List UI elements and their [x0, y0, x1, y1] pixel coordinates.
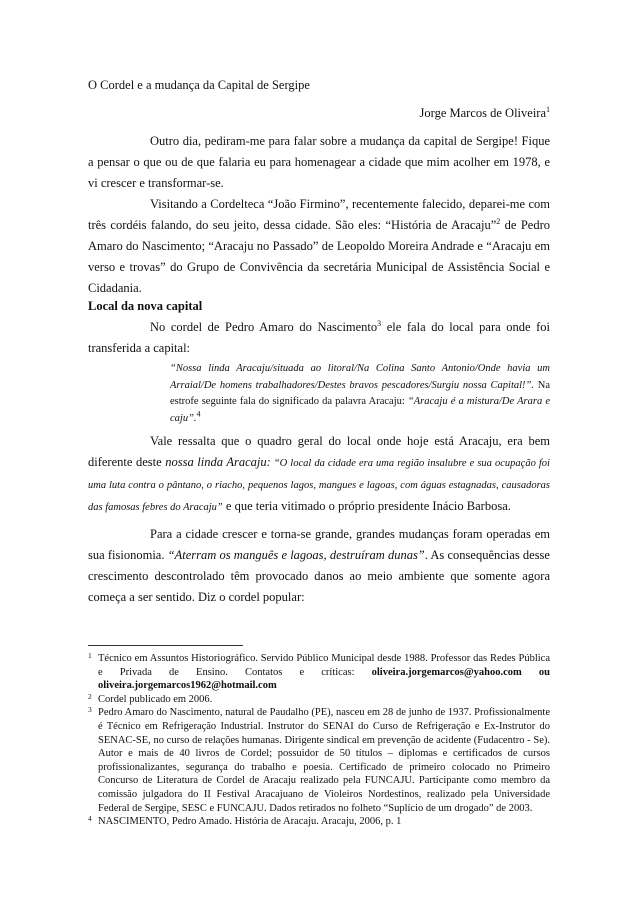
footnote-3: 3 Pedro Amaro do Nascimento, natural de Paudalho (PE), nasceu em 28 de junho de 1937. Profissionalmente é Técnico em Refrigeração Industrial. Instrutor do SENAI do Curso de Refrigeração e Ex-Instrutor do SENAC-SE, no curso de relações humanas. Dirigente sindical em prevenção de acidente (Fudacentro - Se). Autor e mais de 40 livros de Cordel; possuidor de 50 títulos – diplomas e certificados de cursos profissionalizantes, segurança do trabalho e poesia. Certificado de primeiro colocado no Primeiro Concurso de Literatura de Cordel de Aracaju realizado pela FUNCAJU. Participante como membro da comissão julgadora do II Festival Aracajuano de Violeiros Nordestinos, realizado pela Universidade Federal de Sergipe, SESC e FUNCAJU. Dados retirados no folheto “Suplício de um drogado” de 2003.	[88, 705, 550, 814]
footnote-divider	[88, 645, 243, 646]
paragraph-5: Para a cidade crescer e torna-se grande, grandes mudanças foram operadas em sua fisionomia. “Aterram os manguês e lagoas, destruíram dunas”. As consequências desse crescimento descontrolado têm provocado danos ao meio ambiente que somente agora começa a ser sentido. Diz o cordel popular:	[88, 527, 550, 604]
section-heading: Local da nova capital	[88, 299, 203, 313]
paragraph-1: Outro dia, pediram-me para falar sobre a mudança da capital de Sergipe! Fique a pensar o que ou de que falaria eu para homenagear a cidade que mim acolher em 1978, e vi crescer e transformar-se.	[88, 134, 550, 190]
footnotes	[88, 652, 550, 829]
author-line	[420, 106, 550, 121]
footnote-ref-4[interactable]: 4	[196, 409, 201, 418]
paragraph-2: Visitando a Cordelteca “João Firmino”, recentemente falecido, deparei-me com três cordéis falando, do seu jeito, dessa cidade. São eles: “História de Aracaju”$^2$ de Pedro Amaro do Nascimento; “Aracaju no Passado” de Leopoldo Moreira Andrade e “Aracaju em verso e trovas” do Grupo de Convivência da secretária Municipal de Assistência Social e Cidadania.	[88, 197, 550, 295]
footnote-ref-3[interactable]: 3	[377, 318, 382, 328]
footnote-4: 4 NASCIMENTO, Pedro Amado. História de Aracaju. Aracaju, 2006, p. 1	[88, 814, 402, 828]
footnote-ref-2[interactable]: 2	[496, 216, 501, 226]
block-quote: “Nossa linda Aracaju/situada ao litoral/Na Colina Santo Antonio/Onde havia um Arraial/De homens trabalhadores/Destes bravos pescadores/Surgiu nossa Capital!”. Na estrofe seguinte fala do significado da palavra Aracaju: “Aracaju é a mistura/De Arara e caju”.$^4$	[170, 363, 550, 424]
footnote-2: 2 Cordel publicado em 2006.	[88, 691, 213, 705]
author-name: Jorge Marcos de Oliveira	[419, 106, 546, 120]
footnote-1: 1 Técnico em Assuntos Historiográfico. Servido Público Municipal desde 1988. Professor das Redes Pública e Privada de Ensino. Contatos e críticas: oliveira.jorgemarcos@yahoo.com ou oliveira.jorgemarcos1962@hotmail.com	[88, 651, 550, 692]
document-title: O Cordel e a mudança da Capital de Sergipe	[88, 78, 310, 92]
contact-emails[interactable]: oliveira.jorgemarcos@yahoo.com ou oliveira.jorgemarcos1962@hotmail.com	[98, 666, 550, 692]
footnote-ref-1[interactable]: 1	[546, 104, 550, 114]
paragraph-3: No cordel de Pedro Amaro do Nascimento$^3$ ele fala do local para onde foi transferida a capital:	[88, 318, 550, 355]
paragraph-4: Vale ressalta que o quadro geral do local onde hoje está Aracaju, era bem diferente deste nossa linda Aracaju: “O local da cidade era uma região insalubre e sua ocupação foi uma luta contra o pântano, o riacho, pequenos lagos, mangues e lagoas, com águas estagnadas, causadoras das famosas febres do Aracaju” e que teria vitimado o próprio presidente Inácio Barbosa.	[88, 434, 550, 513]
